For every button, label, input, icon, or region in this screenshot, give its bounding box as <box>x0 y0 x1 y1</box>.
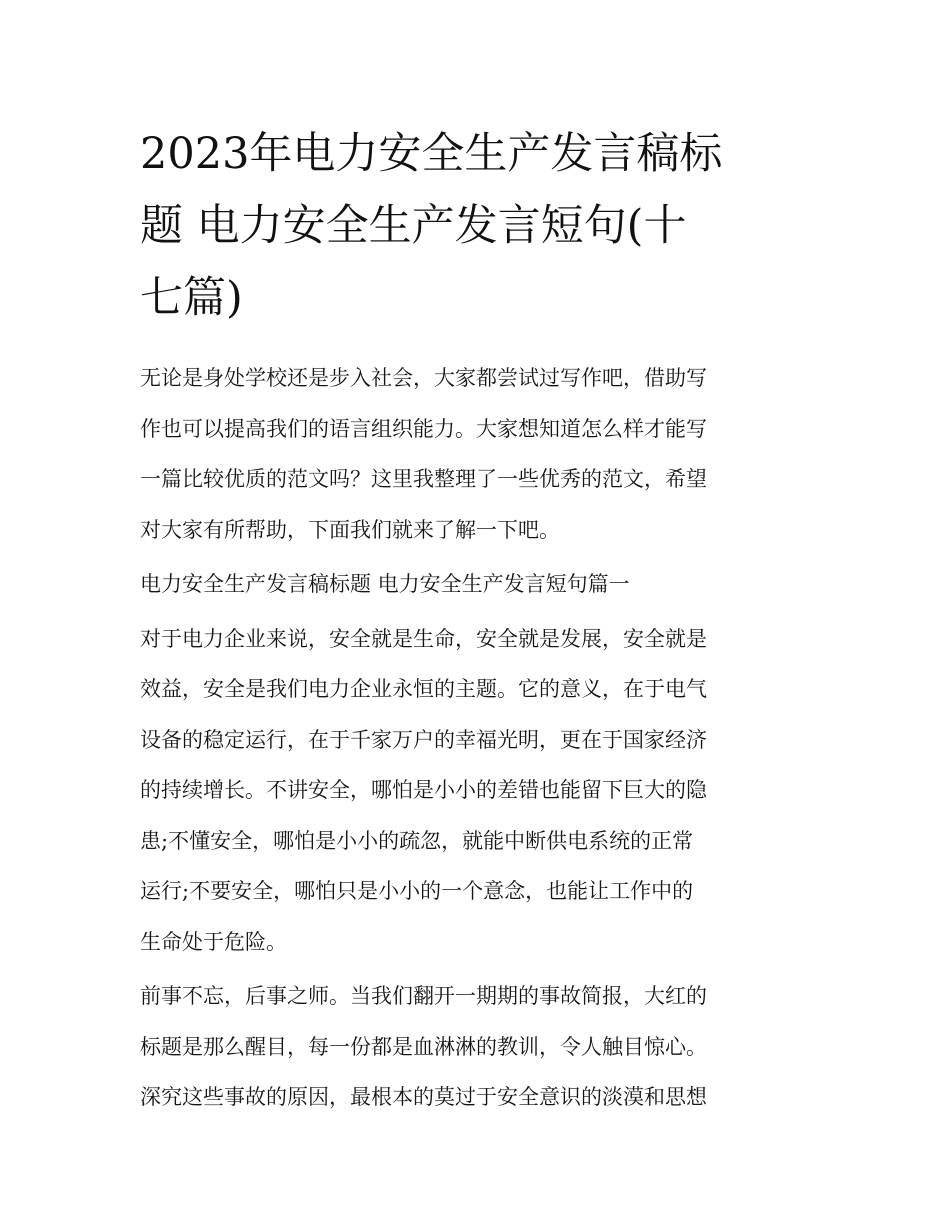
text-line: 无论是身处学校还是步入社会，大家都尝试过写作吧，借助写 <box>140 366 707 390</box>
document-title <box>140 118 820 334</box>
text-line: 效益，安全是我们电力企业永恒的主题。它的意义，在于电气 <box>140 677 707 701</box>
intro-paragraph <box>140 353 820 555</box>
title-line: 题 电力安全生产发言短句(十 <box>140 201 687 251</box>
body-paragraph <box>140 971 820 1123</box>
text-line: 深究这些事故的原因，最根本的莫过于安全意识的淡漠和思想 <box>140 1085 707 1109</box>
text-line: 运行;不要安全，哪怕只是小小的一个意念，也能让工作中的 <box>140 879 694 903</box>
text-line: 电力安全生产发言稿标题 电力安全生产发言短句篇一 <box>140 572 630 596</box>
text-line: 对大家有所帮助，下面我们就来了解一下吧。 <box>140 517 560 542</box>
text-line: 作也可以提高我们的语言组织能力。大家想知道怎么样才能写 <box>140 416 707 441</box>
text-line: 的持续增长。不讲安全，哪怕是小小的差错也能留下巨大的隐 <box>140 778 707 802</box>
text-line: 患;不懂安全，哪怕是小小的疏忽，就能中断供电系统的正常 <box>140 828 694 853</box>
text-line: 一篇比较优质的范文吗？这里我整理了一些优秀的范文，希望 <box>140 467 707 491</box>
title-line: 2023年电力安全生产发言稿标 <box>140 129 723 179</box>
text-line: 前事不忘，后事之师。当我们翻开一期期的事故简报，大红的 <box>140 984 707 1008</box>
section-heading <box>140 559 820 610</box>
body-paragraph <box>140 614 820 968</box>
text-line: 对于电力企业来说，安全就是生命，安全就是发展，安全就是 <box>140 626 707 651</box>
text-line: 设备的稳定运行，在于千家万户的幸福光明，更在于国家经济 <box>140 727 707 752</box>
text-line: 生命处于危险。 <box>140 929 287 954</box>
title-line: 七篇) <box>140 273 243 323</box>
document-body <box>140 353 820 1127</box>
text-line: 标题是那么醒目，每一份都是血淋淋的教训，令人触目惊心。 <box>140 1034 707 1059</box>
